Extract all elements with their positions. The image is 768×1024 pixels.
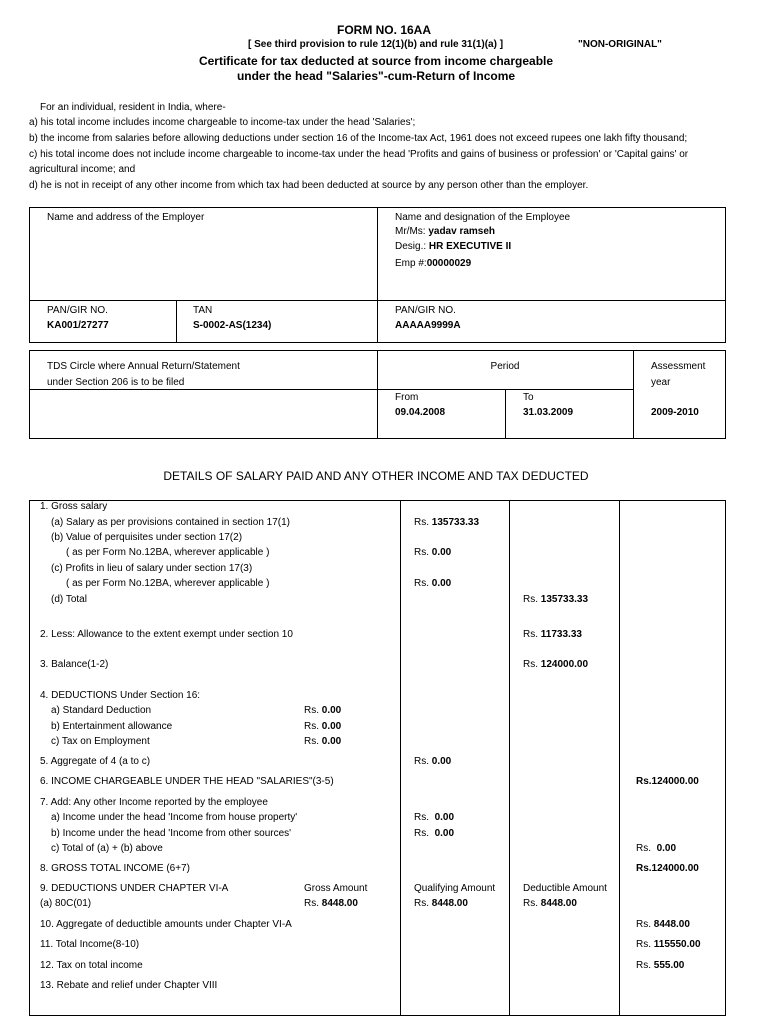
item-9a-qualifying: Rs. 8448.00 [414, 898, 468, 909]
qualifying-amount-header: Qualifying Amount [414, 883, 496, 894]
employee-pan-value: AAAAA9999A [395, 320, 461, 331]
employer-pan-label: PAN/GIR NO. [47, 305, 108, 316]
intro-lead: For an individual, resident in India, where- [40, 102, 226, 113]
item-3-value: Rs. 124000.00 [523, 659, 589, 670]
item-1c-value: Rs. 0.00 [414, 578, 452, 589]
item-5-value: Rs. 0.00 [414, 756, 452, 767]
item-4c-value: Rs. 0.00 [304, 736, 342, 747]
item-4a-label: a) Standard Deduction [51, 705, 152, 716]
item-3-label: 3. Balance(1-2) [40, 659, 109, 670]
item-1d-value: Rs. 135733.33 [523, 594, 589, 605]
tds-circle-line2: under Section 206 is to be filed [47, 377, 185, 388]
employee-name: Mr/Ms: yadav ramseh [395, 226, 496, 237]
assessment-year-value: 2009-2010 [651, 407, 699, 418]
certificate-title-line2: under the head "Salaries"-cum-Return of Income [236, 69, 516, 83]
form-number: FORM NO. 16AA [336, 23, 431, 37]
condition-c-line2: agricultural income; and [29, 164, 136, 175]
condition-c-line1: c) his total income does not include income chargeable to income-tax under the head 'Profits and gains of business or profession' or 'Capital gains' or [29, 149, 689, 160]
item-6-value: Rs.124000.00 [636, 776, 699, 787]
employer-label: Name and address of the Employer [47, 212, 205, 223]
item-1b-label: (b) Value of perquisites under section 17(2) [51, 532, 243, 543]
item-4c-label: c) Tax on Employment [51, 736, 150, 747]
item-7b-value: Rs. 0.00 [414, 828, 455, 839]
item-10-label: 10. Aggregate of deductible amounts under Chapter VI-A [40, 919, 292, 930]
item-6-label: 6. INCOME CHARGEABLE UNDER THE HEAD "SALARIES"(3-5) [40, 776, 334, 787]
item-1b-value: Rs. 0.00 [414, 547, 452, 558]
condition-a: a) his total income includes income chargeable to income-tax under the head 'Salaries'; [29, 117, 416, 128]
period-from-value: 09.04.2008 [395, 407, 446, 418]
item-4b-label: b) Entertainment allowance [51, 721, 173, 732]
item-5-label: 5. Aggregate of 4 (a to c) [40, 756, 151, 767]
employee-designation: Desig.: HR EXECUTIVE II [395, 241, 512, 252]
tds-circle-line1: TDS Circle where Annual Return/Statement [47, 361, 240, 372]
item-2-value: Rs. 11733.33 [523, 629, 582, 640]
item-1c-label: (c) Profits in lieu of salary under section 17(3) [51, 563, 253, 574]
item-9a-label: (a) 80C(01) [40, 898, 92, 909]
employer-tan-label: TAN [193, 305, 213, 316]
item-4a-value: Rs. 0.00 [304, 705, 342, 716]
employer-tan-value: S-0002-AS(1234) [193, 320, 272, 331]
non-original-label: "NON-ORIGINAL" [578, 39, 662, 50]
period-to-value: 31.03.2009 [523, 407, 574, 418]
item-11-label: 11. Total Income(8-10) [40, 939, 140, 950]
employee-number: Emp #:00000029 [395, 258, 472, 269]
item-7a-value: Rs. 0.00 [414, 812, 455, 823]
rule-reference: [ See third provision to rule 12(1)(b) and rule 31(1)(a) ] [248, 39, 504, 50]
period-label: Period [490, 361, 520, 372]
item-1-gross-salary: 1. Gross salary [40, 501, 108, 512]
item-1d-label: (d) Total [51, 594, 87, 605]
details-section-title: DETAILS OF SALARY PAID AND ANY OTHER INCOME AND TAX DEDUCTED [163, 469, 589, 483]
item-7c-value: Rs. 0.00 [636, 843, 677, 854]
gross-amount-header: Gross Amount [304, 883, 368, 894]
item-1a-value: Rs. 135733.33 [414, 517, 480, 528]
item-8-value: Rs.124000.00 [636, 863, 699, 874]
period-to-label: To [523, 392, 534, 403]
period-from-label: From [395, 392, 419, 403]
employee-pan-label: PAN/GIR NO. [395, 305, 456, 316]
item-7a-label: a) Income under the head 'Income from house property' [51, 812, 298, 823]
condition-b: b) the income from salaries before allowing deductions under section 16 of the Income-tax Act, 1961 does not exceed rupees one lakh fifty thousand; [29, 133, 688, 144]
item-12-value: Rs. 555.00 [636, 960, 685, 971]
item-4-label: 4. DEDUCTIONS Under Section 16: [40, 690, 201, 701]
item-10-value: Rs. 8448.00 [636, 919, 690, 930]
certificate-title-line1: Certificate for tax deducted at source from income chargeable [198, 54, 554, 68]
item-7b-label: b) Income under the head 'Income from other sources' [51, 828, 292, 839]
item-1a-label: (a) Salary as per provisions contained in section 17(1) [51, 517, 291, 528]
item-1c-note: ( as per Form No.12BA, wherever applicable ) [66, 578, 270, 589]
employee-label: Name and designation of the Employee [395, 212, 571, 223]
item-9-label: 9. DEDUCTIONS UNDER CHAPTER VI-A [40, 883, 229, 894]
condition-d: d) he is not in receipt of any other income from which tax had been deducted at source by any person other than the employer. [29, 180, 589, 191]
item-2-label: 2. Less: Allowance to the extent exempt under section 10 [40, 629, 293, 640]
item-9a-deductible: Rs. 8448.00 [523, 898, 577, 909]
item-4b-value: Rs. 0.00 [304, 721, 342, 732]
employer-pan-value: KA001/27277 [47, 320, 109, 331]
item-11-value: Rs. 115550.00 [636, 939, 701, 950]
item-8-label: 8. GROSS TOTAL INCOME (6+7) [40, 863, 190, 874]
item-9a-gross: Rs. 8448.00 [304, 898, 358, 909]
item-13-label: 13. Rebate and relief under Chapter VIII [40, 980, 218, 991]
deductible-amount-header: Deductible Amount [523, 883, 607, 894]
item-1b-note: ( as per Form No.12BA, wherever applicable ) [66, 547, 270, 558]
assessment-label-line1: Assessment [651, 361, 706, 372]
item-7c-label: c) Total of (a) + (b) above [51, 843, 163, 854]
item-7-label: 7. Add: Any other Income reported by the employee [40, 797, 268, 808]
item-12-label: 12. Tax on total income [40, 960, 143, 971]
assessment-label-line2: year [651, 377, 671, 388]
